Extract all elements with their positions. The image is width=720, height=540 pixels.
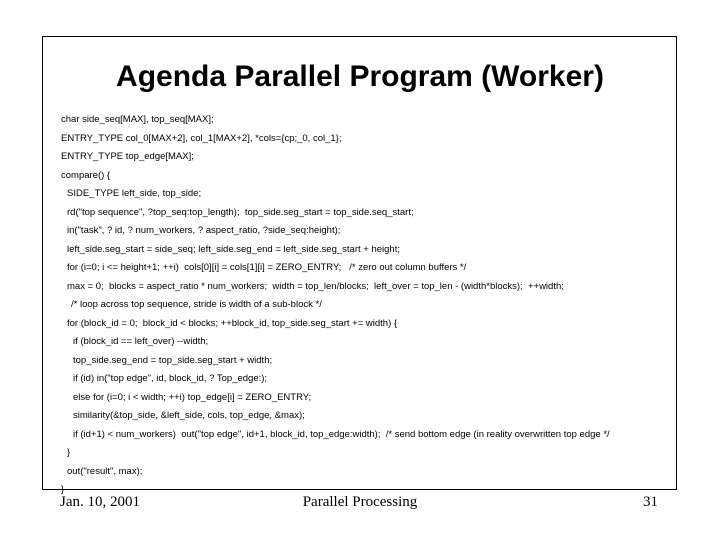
code-line: SIDE_TYPE left_side, top_side; <box>67 188 202 199</box>
code-line: if (id) in("top edge", id, block_id, ? Top_edge:); <box>73 373 268 384</box>
code-line: if (block_id == left_over) --width; <box>73 336 209 347</box>
footer-page-number: 31 <box>643 494 658 510</box>
code-line: if (id+1) < num_workers) out("top edge", id+1, block_id, top_edge:width); /* send bottom edge (in reality overwritten top edge */ <box>73 428 610 440</box>
code-line: in("task", ? id, ? num_workers, ? aspect_ratio, ?side_seq:height); <box>67 225 341 236</box>
code-line: else for (i=0; i < width; ++i) top_edge[i] = ZERO_ENTRY; <box>73 391 312 403</box>
code-line: left_side.seg_start = side_seq; left_side.seg_end = left_side.seg_start + height; <box>67 243 400 255</box>
code-line: out("result", max); <box>67 465 143 477</box>
code-line: rd("top sequence", ?top_seq:top_length); top_side.seg_start = top_side.seq_start; <box>67 206 414 218</box>
slide-title: Agenda Parallel Program (Worker) <box>116 60 604 93</box>
code-line: } <box>67 447 71 458</box>
code-block <box>61 111 671 500</box>
code-line: similarity(&top_side, &left_side, cols, top_edge, &max); <box>73 410 305 421</box>
code-line: compare() { <box>61 169 111 181</box>
code-line: for (i=0; i <= height+1; ++i) cols[0][i] = cols[1][i] = ZERO_ENTRY; /* zero out column buffers */ <box>67 262 467 273</box>
code-line: char side_seq[MAX], top_seq[MAX]; <box>61 114 214 125</box>
code-line: max = 0; blocks = aspect_ratio * num_workers; width = top_len/blocks; left_over = top_len - (width*blocks); ++width; <box>67 280 564 292</box>
code-line: top_side.seg_end = top_side.seg_start + width; <box>73 354 273 366</box>
footer-date: Jan. 10, 2001 <box>60 494 140 510</box>
code-line: } <box>61 484 65 495</box>
code-line: ENTRY_TYPE col_0[MAX+2], col_1[MAX+2], *cols={cp;_0, col_1}; <box>61 132 342 144</box>
code-line: /* loop across top sequence, stride is width of a sub-block */ <box>71 299 322 310</box>
code-line: for (block_id = 0; block_id < blocks; ++block_id, top_side.seg_start += width) { <box>67 317 398 329</box>
code-line: ENTRY_TYPE top_edge[MAX]; <box>61 151 194 162</box>
footer-title: Parallel Processing <box>302 494 418 510</box>
